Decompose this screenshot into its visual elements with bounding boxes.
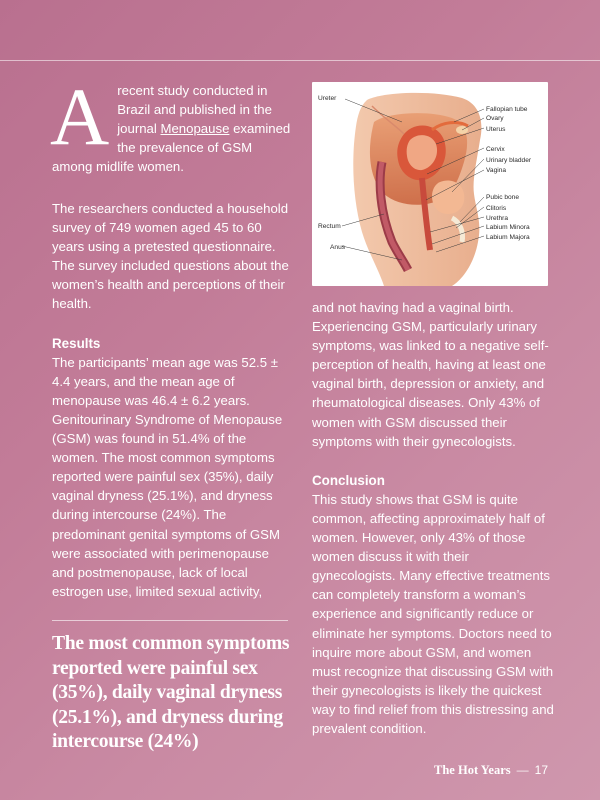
right-column (312, 298, 554, 738)
conclusion-paragraph: This study shows that GSM is quite common, affecting approximately half of women. However, only 43% of those women discuss it with their gynecologists. Many effective treatments can completely transform a woman’s experience and significantly reduce or eliminate her symptoms. Doctors need to inquire more about GSM, and women must recognize that discussing GSM with their gynecologists is likely the quickest way to find relief from this distressing and prevalent condition. (312, 491, 554, 736)
magazine-name: The Hot Years (434, 763, 511, 777)
intro-paragraph (50, 71, 292, 180)
label-uterus: Uterus (486, 126, 506, 133)
anatomy-illustration (312, 82, 548, 286)
intro-text-end: examined the prevalence of GSM among midlife women. (52, 121, 291, 175)
intro-text-start: recent study conducted in Brazil and published in the journal (117, 83, 272, 137)
journal-link[interactable]: Menopause (160, 121, 230, 137)
top-divider (0, 60, 600, 61)
label-clitoris: Clitoris (486, 205, 507, 212)
pull-quote-divider (52, 620, 288, 621)
label-ureter: Ureter (318, 95, 337, 102)
page-footer (434, 763, 548, 778)
results-heading: Results (52, 335, 101, 351)
page-number: 17 (534, 763, 548, 777)
label-pubic-bone: Pubic bone (486, 194, 519, 201)
drop-cap: A (50, 71, 110, 162)
label-anus: Anus (330, 244, 346, 251)
label-urinary-bladder: Urinary bladder (486, 157, 532, 164)
conclusion-heading: Conclusion (312, 472, 385, 488)
footer-separator: — (516, 763, 529, 777)
pull-quote: The most common symptoms reported were painful sex (35%), daily vaginal dryness (25.1%), and dryness during intercourse (24%) (52, 633, 290, 753)
pelvic-anatomy-diagram (312, 82, 548, 286)
results-continued-paragraph: and not having had a vaginal birth. Experiencing GSM, particularly urinary symptoms, was linked to a negative self-perception of health, having at least one vaginal birth, depression or anxiety, and rheumatological diseases. Only 43% of women with GSM discussed their symptoms with their gynecologists. (312, 300, 549, 449)
label-ovary: Ovary (486, 115, 504, 122)
label-labium-minora: Labium Minora (486, 224, 530, 231)
label-labium-majora: Labium Majora (486, 234, 530, 241)
results-paragraph: The participants’ mean age was 52.5 ± 4.4 years, and the mean age of menopause was 46.4 ± 6.2 years. Genitourinary Syndrome of Menopause (GSM) was found in 51.4% of the women. The most common symptoms reported were painful sex (35%), daily vaginal dryness (25.1%), and dryness during intercourse (24%). The predominant genital symptoms of GSM were associated with perimenopause and postmenopause, lack of local estrogen use, limited sexual activity, (52, 354, 283, 599)
label-urethra: Urethra (486, 215, 508, 222)
label-cervix: Cervix (486, 146, 505, 153)
label-fallopian-tube: Fallopian tube (486, 106, 528, 113)
survey-paragraph: The researchers conducted a household survey of 749 women aged 45 to 60 years using a pretested questionnaire. The survey included questions about the women’s health and perceptions of their health. (52, 201, 289, 312)
label-rectum: Rectum (318, 223, 341, 230)
left-column (50, 71, 292, 601)
label-vagina: Vagina (486, 167, 507, 174)
